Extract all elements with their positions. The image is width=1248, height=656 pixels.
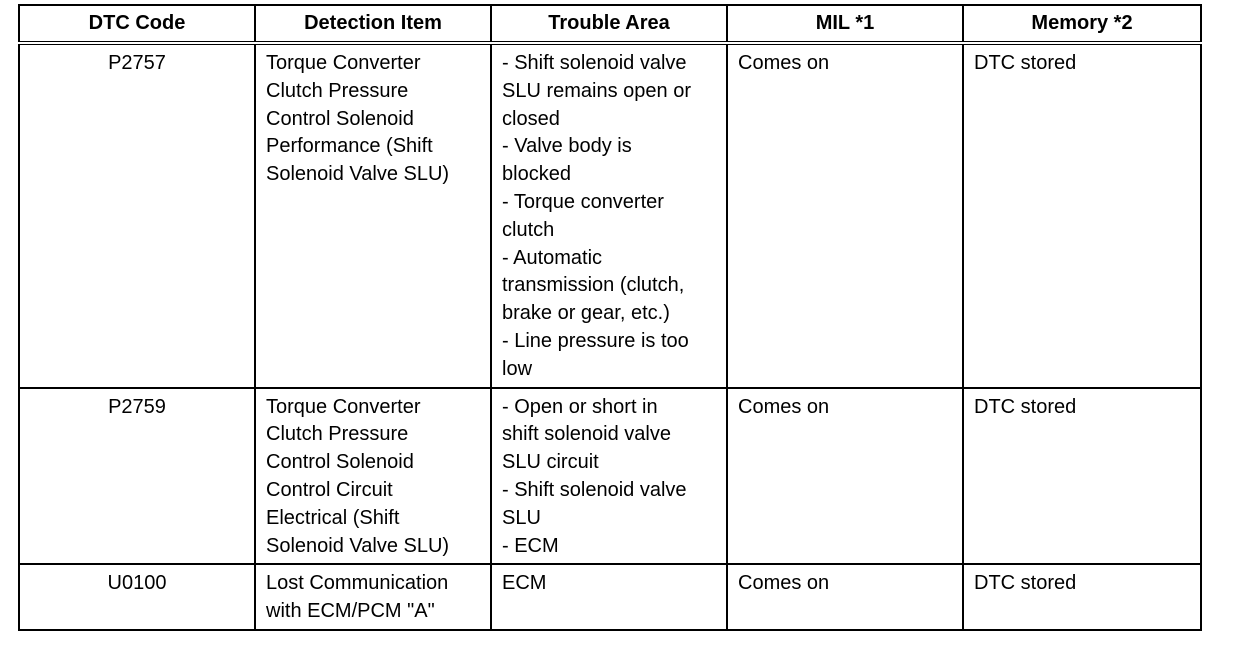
trouble-area-line: clutch [502, 218, 555, 241]
header-row [19, 5, 1201, 43]
table-row [19, 388, 1201, 565]
memory-cell: DTC stored [963, 388, 1201, 565]
dtc-table [18, 4, 1202, 631]
detection-item-line: Torque Converter [266, 395, 421, 418]
header-trouble-area: Trouble Area [491, 5, 727, 43]
trouble-area-cell [491, 388, 727, 565]
mil-cell: Comes on [727, 43, 963, 388]
header-memory: Memory *2 [963, 5, 1201, 43]
mil-cell: Comes on [727, 388, 963, 565]
table-row [19, 564, 1201, 630]
detection-item-line: with ECM/PCM "A" [266, 600, 435, 623]
trouble-area-line: blocked [502, 163, 571, 186]
detection-item-line: Electrical (Shift [266, 506, 400, 529]
table-body [19, 43, 1201, 630]
header-mil: MIL *1 [727, 5, 963, 43]
trouble-area-cell [491, 564, 727, 630]
trouble-area-line: SLU circuit [502, 451, 599, 474]
trouble-area-line: - ECM [502, 534, 559, 557]
trouble-area-line: - Automatic [502, 246, 603, 269]
trouble-area-line: - Torque converter [502, 190, 664, 213]
trouble-area-line: - Shift solenoid valve [502, 52, 687, 74]
detection-item-line: Clutch Pressure [266, 79, 409, 102]
table-header [19, 5, 1201, 43]
trouble-area-line: closed [502, 107, 560, 130]
detection-item-line: Control Circuit [266, 478, 393, 501]
table-row [19, 43, 1201, 388]
dtc-code-cell: P2759 [19, 388, 255, 565]
detection-item-line: Solenoid Valve SLU) [266, 534, 450, 557]
trouble-area-line: transmission (clutch, [502, 274, 685, 297]
trouble-area-line: brake or gear, etc.) [502, 302, 670, 325]
header-dtc-code: DTC Code [19, 5, 255, 43]
dtc-code-cell: U0100 [19, 564, 255, 630]
detection-item-cell [255, 564, 491, 630]
trouble-area-line: - Open or short in [502, 395, 658, 418]
trouble-area-line: SLU remains open or [502, 79, 691, 102]
mil-cell: Comes on [727, 564, 963, 630]
trouble-area-line: shift solenoid valve [502, 423, 671, 446]
detection-item-line: Torque Converter [266, 52, 421, 74]
memory-cell: DTC stored [963, 43, 1201, 388]
detection-item-line: Lost Communication [266, 572, 449, 595]
header-detection-item: Detection Item [255, 5, 491, 43]
trouble-area-line: - Line pressure is too [502, 329, 689, 352]
detection-item-cell [255, 43, 491, 388]
detection-item-line: Control Solenoid [266, 107, 414, 130]
detection-item-line: Solenoid Valve SLU) [266, 163, 450, 186]
detection-item-cell [255, 388, 491, 565]
trouble-area-line: low [502, 357, 533, 380]
trouble-area-line: SLU [502, 506, 541, 529]
detection-item-line: Clutch Pressure [266, 423, 409, 446]
trouble-area-line: ECM [502, 572, 547, 595]
trouble-area-line: - Shift solenoid valve [502, 478, 687, 501]
trouble-area-line: - Valve body is [502, 135, 632, 158]
detection-item-line: Control Solenoid [266, 451, 414, 474]
dtc-code-cell: P2757 [19, 43, 255, 388]
trouble-area-cell [491, 43, 727, 388]
memory-cell: DTC stored [963, 564, 1201, 630]
detection-item-line: Performance (Shift [266, 135, 433, 158]
